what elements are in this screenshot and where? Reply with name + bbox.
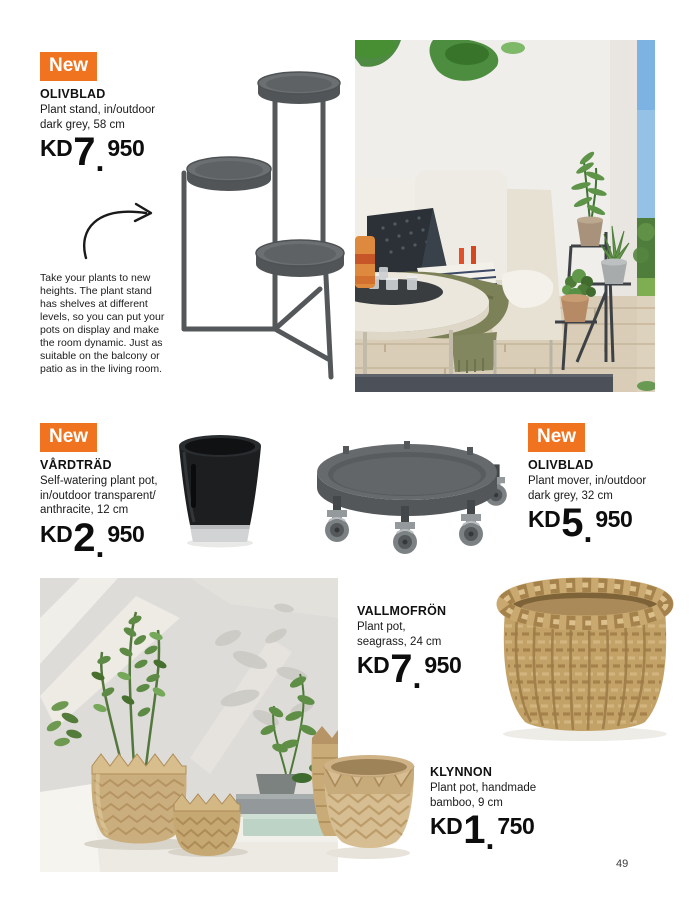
product-description: dark grey, 58 cm xyxy=(40,118,125,131)
callout-arrow-icon xyxy=(76,198,162,262)
product-description: Plant pot, handmade xyxy=(430,782,537,794)
product-name: VÅRDTRÄD xyxy=(40,458,112,472)
product-description: Plant pot, xyxy=(357,621,406,633)
klynnon-product-image[interactable] xyxy=(316,744,424,862)
vallmofron-product-image[interactable] xyxy=(477,572,697,747)
new-badge: New xyxy=(528,423,585,452)
price xyxy=(430,808,590,857)
price-currency: KD xyxy=(357,652,390,679)
new-badge: New xyxy=(40,423,97,452)
page-number: 49 xyxy=(616,858,629,870)
new-badge: New xyxy=(40,52,97,81)
price-decimal-separator: . xyxy=(95,527,105,564)
product-description: Plant stand, in/outdoor xyxy=(40,104,156,116)
product-description: anthracite, 12 cm xyxy=(40,504,129,517)
product-description: bamboo, 9 cm xyxy=(430,796,503,809)
price-integer: 2 xyxy=(73,515,95,560)
hero-photo[interactable] xyxy=(355,40,655,392)
price-decimal-separator: . xyxy=(485,820,495,857)
price-fraction: 950 xyxy=(107,135,145,162)
product-description: in/outdoor transparent/ xyxy=(40,489,156,502)
price-decimal-separator: . xyxy=(583,513,593,550)
product-name: OLIVBLAD xyxy=(528,458,594,472)
product-description: seagrass, 24 cm xyxy=(357,635,442,648)
price-decimal-separator: . xyxy=(412,659,422,696)
price-integer: 7 xyxy=(390,647,412,692)
price-decimal-separator: . xyxy=(95,142,105,179)
price-fraction: 950 xyxy=(595,506,633,533)
bottom-photo[interactable] xyxy=(40,578,338,872)
olivblad-mover-product-image[interactable] xyxy=(303,430,515,558)
product-description: Plant mover, in/outdoor xyxy=(528,475,647,487)
price-currency: KD xyxy=(430,813,463,840)
price xyxy=(528,501,688,550)
product-name: KLYNNON xyxy=(430,765,493,779)
product-name: OLIVBLAD xyxy=(40,87,106,101)
product-description: dark grey, 32 cm xyxy=(528,489,613,502)
price-currency: KD xyxy=(528,506,561,533)
price-integer: 5 xyxy=(561,501,583,546)
callout-text: Take your plants to new heights. The plant stand has shelves at different levels, so you can put your pots on display and make the room dynamic. Just as suitable on the balcony or patio as in the living room. xyxy=(40,271,165,376)
olivblad-stand-product-image[interactable] xyxy=(162,57,362,392)
price-fraction: 950 xyxy=(424,652,462,679)
price-currency: KD xyxy=(40,135,73,162)
price-fraction: 950 xyxy=(107,520,145,547)
price-fraction: 750 xyxy=(497,813,535,840)
product-info-olivblad-mover xyxy=(528,423,688,550)
product-description: Self-watering plant pot, xyxy=(40,475,158,487)
product-info-klynnon xyxy=(430,764,590,857)
price-integer: 1 xyxy=(463,808,485,853)
price-currency: KD xyxy=(40,520,73,547)
product-name: VALLMOFRÖN xyxy=(357,604,447,618)
price-integer: 7 xyxy=(73,130,95,175)
vardtrad-product-image[interactable] xyxy=(170,432,270,550)
